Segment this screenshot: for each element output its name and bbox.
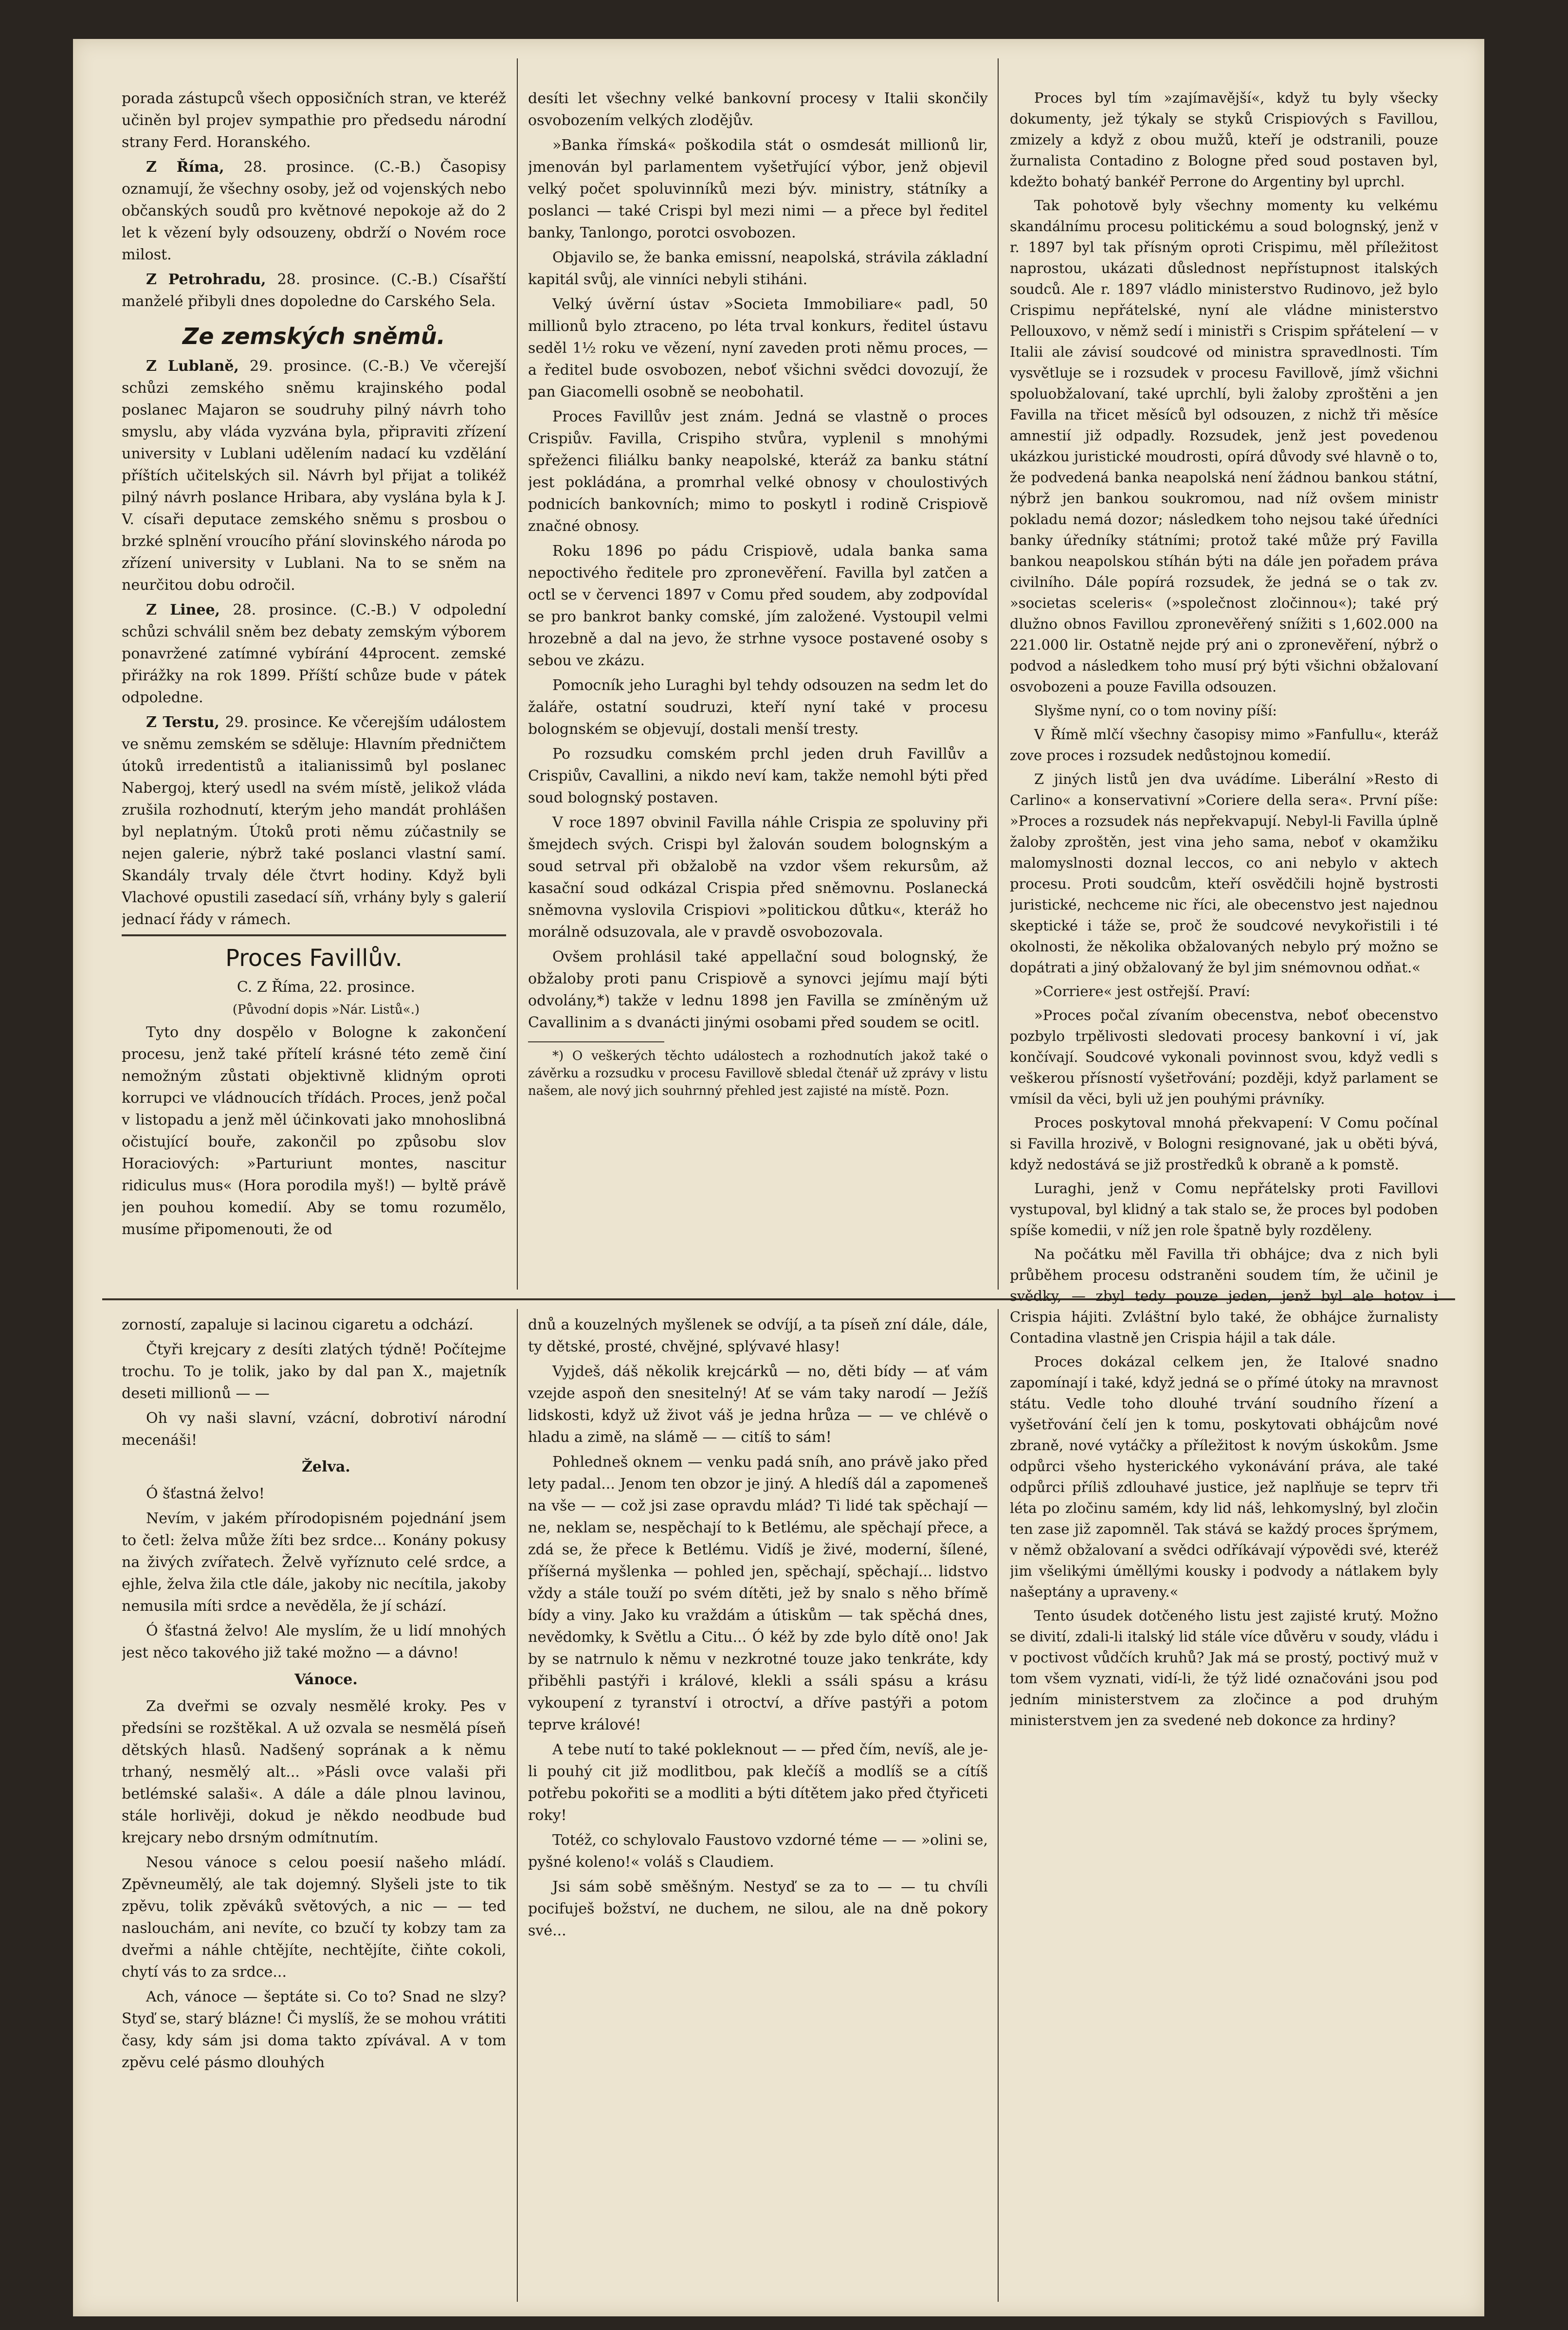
dateline-place: Z Terstu, xyxy=(146,714,220,731)
feuilleton-paragraph: Nesou vánoce s celou poesií našeho mládí. Zpěvneumělý, ale tak dojemný. Slyšeli jste to tik zpěvu, tolik zpěváků světových, a nic — — ted naslouchám, ani nevíte, co bzučí ty kobzy tam za dveřmi a náhle chtějíte, nechtějíte, čiňte cokoli, chytí vás to za srdce... xyxy=(122,1854,506,1981)
feuilleton-paragraph: Čtyři krejcary z desíti zlatých týdně! Počítejme trochu. To je tolik, jako by dal pan X., majetník deseti millionů — — xyxy=(122,1341,506,1402)
article-paragraph: Tyto dny dospělo v Bologne k zakončení procesu, jenž také přítelí krásné této země činí nemožným zůstati objektivně klidným oproti korrupci ve vládnoucích třídách. Proces, jenž počal v listopadu a jenž měl účinkovati jako mnohoslibná očistující bouře, zakončil po způsobu slov Horaciových: »Parturiunt montes, nascitur ridiculus mus« (Hora porodila myš!) — byltě právě jen pouhou komedií. Aby se tomu rozumělo, musíme připomenouti, že od xyxy=(122,1024,506,1238)
article-paragraph: »Banka římská« poškodila stát o osmdesát millionů lir, jmenován byl parlamentem vyšetřující výbor, jenž objevil velký počet spoluvinníků mezi býv. ministry, státníky a poslanci — také Crispi byl mezi nimi — a přece byl ředitel banky, Tanlongo, porotci osvobozen. xyxy=(528,137,988,241)
news-text: 28. prosince. (C.-B.) Císařští manželé přibyli dnes dopoledne do Carského Sela. xyxy=(122,271,506,310)
column-rule xyxy=(998,58,999,1290)
article-rule xyxy=(122,934,506,936)
column-3 xyxy=(1010,88,1438,2297)
article-paragraph: Na počátku měl Favilla tři obhájce; dva z nich byli průběhem procesu odstraněni soudem tím, že učinil je svědky, — zbyl tedy pouze jeden, jenž byl ale hotov i Crispia hájiti. Zvláštní bylo také, že obhájce žurnalisty Contadina vlastně jen Crispia hájil a tak dále. xyxy=(1010,1246,1438,1346)
article-paragraph: Proces byl tím »zajímavější«, když tu byly všecky dokumenty, jež týkaly se styků Crispiových s Favillou, zmizely a když z obou mužů, kteří je odstranili, pouze žurnalista Contadino z Bologne před soud postaven byl, kdežto bohatý bankéř Perrone do Argentiny byl uprchl. xyxy=(1010,90,1438,190)
article-paragraph: desíti let všechny velké bankovní procesy v Italii skončily osvobozením velkých zlodějův. xyxy=(528,90,988,129)
article-paragraph: Proces poskytoval mnohá překvapení: V Comu počínal si Favilla hrozivě, v Bologni resignované, jak u oběti bývá, když nedostává se již prostředků k obraně a k pomstě. xyxy=(1010,1114,1438,1173)
article-source: (Původní dopis »Nár. Listů«.) xyxy=(232,1002,420,1017)
feuilleton-paragraph: Vyjdeš, dáš několik krejcárků — no, děti bídy — ať vám vzejde aspoň den snesitelný! Ať se vám taky narodí — Ježíš lidskosti, když už život váš je jedna hrůza — — ve chlévě o hladu a zimě, na slámě — — citíš to sám! xyxy=(528,1363,988,1446)
feuilleton-paragraph: dnů a kouzelných myšlenek se odvíjí, a ta píseň zní dále, dále, ty dětské, prosté, chvějné, splývavé hlasy! xyxy=(528,1316,988,1355)
article-paragraph: Z jiných listů jen dva uvádíme. Liberální »Resto di Carlino« a konservativní »Coriere della sera«. První píše: »Proces a rozsudek nás nepřekvapují. Nebyl-li Favilla úplně žaloby zproštěn, jest vina jeho sama, neboť v okamžiku malomyslnosti doznal leccos, co ani nebylo v aktech procesu. Proti soudcům, kteří osvědčili hojně bystrosti juristické, nechceme nic říci, ale obecenstvo jest najednou skeptické i táže se, proč že soudcové nevykořistili i té okolnosti, že několika obžalovaných nebylo prý možno se dopátrati a jiný obžalovaný že byl jim snémovnou odňat.« xyxy=(1010,771,1438,976)
article-paragraph: »Corriere« jest ostřejší. Praví: xyxy=(1034,983,1251,1000)
feuilleton-paragraph: Za dveřmi se ozvaly nesmělé kroky. Pes v předsíni se rozštěkal. A už ozvala se nesmělá píseň dětských hlasů. Nadšený soprának a k němu trhaný, nesmělý alt... »Pásli ovce valaši při betlémské salaši«. A dále a dále plnou lavinou, stále horlivěji, dokud je někdo neodbude bud krejcary nebo drsným odmítnutím. xyxy=(122,1698,506,1846)
feuilleton-subheading: Vánoce. xyxy=(294,1671,358,1688)
feuilleton-paragraph: zorností, zapaluje si lacinou cigaretu a odchází. xyxy=(122,1316,474,1333)
article-paragraph: Pomocník jeho Luraghi byl tehdy odsouzen na sedm let do žaláře, ostatní soudruzi, kteří nyní také v procesu bolognském se objevují, dostali menší tresty. xyxy=(528,677,988,738)
article-paragraph: Objavilo se, že banka emissní, neapolská, strávila základní kapitál svůj, ale vinníci nebyli stiháni. xyxy=(528,249,988,288)
feuilleton-subheading: Želva. xyxy=(302,1458,350,1475)
feuilleton-paragraph: Totéž, co schylovalo Faustovo vzdorné téme — — »olini se, pyšné koleno!« voláš s Claudiem. xyxy=(528,1832,988,1871)
column-rule xyxy=(517,58,518,1290)
feuilleton-paragraph: Ó šťastná želvo! xyxy=(146,1485,265,1502)
column-1 xyxy=(122,88,506,1290)
column-rule xyxy=(517,1309,518,2302)
news-item xyxy=(122,599,506,709)
dateline-place: Z Lublaně, xyxy=(146,358,239,375)
article-paragraph: Slyšme nyní, co o tom noviny píší: xyxy=(1034,702,1277,719)
article-dateline: C. Z Říma, 22. prosince. xyxy=(237,979,416,996)
feuilleton-paragraph: Jsi sám sobě směšným. Nestyď se za to — — tu chvíli pocifuješ božství, ne duchem, ne silou, ale na dně pokory své... xyxy=(528,1878,988,1939)
news-text: 28. prosince. (C.-B.) Časopisy oznamují, že všechny osoby, jež od vojenských nebo občanských soudů pro květnové nepokoje až do 2 let k vězení byly odsouzeny, obdrží o Novém roce milost. xyxy=(122,159,506,263)
feuilleton-paragraph: Ach, vánoce — šeptáte si. Co to? Snad ne slzy? Styď se, starý blázne! Či myslíš, že se mohou vrátiti časy, kdy sám jsi doma takto zpívával. A v tom zpěvu celé pásmo dlouhých xyxy=(122,1988,506,2071)
news-text: 28. prosince. (C.-B.) V odpolední schůzi schválil sněm bez debaty zemským výborem ponavržené zatímné vybírání 44procent. zemské přirážky na rok 1899. Příští schůze bude v pátek odpoledne. xyxy=(122,601,506,706)
article-paragraph: V roce 1897 obvinil Favilla náhle Crispia ze spoluviny při šmejdech svých. Crispi byl žalován soudem bolognským a soud setrval při obžalobě na vzdor všem rekursům, až kasační soud odkázal Crispia před sněmovnu. Poslanecká sněmovna vyslovila Crispiovi »politickou důtku«, kteráž ho morálně odsuzovala, ale v pravdě osvobozovala. xyxy=(528,814,988,941)
news-item xyxy=(122,156,506,266)
column-rule xyxy=(998,1309,999,2302)
newspaper-page xyxy=(73,39,1484,2316)
news-text: 29. prosince. Ke včerejším událostem ve sněmu zemském se sděluje: Hlavním předničtem útoků irredentistů a italianissimů byl poslanec Nabergoj, který usedl na svém místě, jelikož vláda zrušila rozhodnutí, kterým jeho mandát prohlášen byl neplatným. Útoků proti němu zúčastnily se nejen galerie, nýbrž také poslanci vlastní samí. Skandály trvaly déle čtvrt hodiny. Když byli Vlachové opustili zasedací síň, vrhány byly s galerií jednací řády v rámech. xyxy=(122,714,506,928)
article-paragraph: Tak pohotově byly všechny momenty ku velkému skandálnímu procesu politickému a soud bolognský, jenž v r. 1897 byl tak přísným oproti Crispimu, měl příležitost naprostou, ukázati důslednost nepřístupnost italských soudců. Ale r. 1897 vládlo ministerstvo Rudinovo, jež bylo Crispimu nepřátelské, nyní ale vládne ministerstvo Pellouxovo, v němž sedí i ministři s Crispim spřátelení — v Italii ale závisí soudcové od ministra spravedlnosti. Tím vysvětluje se i rozsudek v procesu Favillově, jímž všichni spoluobžalovaní, také uprchlí, byli žaloby zproštěni a jen Favilla na třicet měsíců byl odsouzen, z nichž tři měsíce amnestií již odpadly. Rozsudek, jenž jest povedenou ukázkou juristické moudrosti, opírá důvody své hlavně o to, že podvedená banka neapolská není žádnou bankou státní, nýbrž jen bankou soukromou, nad níž ovšem ministr pokladu nemá dozor; následkem toho nejsou také úředníci banky úředníky státními; protož také může prý Favilla bankou neapolskou stíhán býti na dále jen pořadem práva civilního. Dále popírá rozsudek, že jedná se o tak zv. »societas sceleris« (»společnost zločinnou«); také prý dlužno obnos Favillou zpronevěřený snížiti s 1,602.000 na 221.000 lir. Ostatně nejde prý ani o zpronevěření, nýbrž o podvod a následkem toho musí prý býti všichni obžalovaní osvobozeni a pouze Favilla odsouzen. xyxy=(1010,197,1438,695)
dateline-place: Z Linee, xyxy=(146,601,220,619)
news-item xyxy=(122,711,506,930)
article-paragraph: Proces dokázal celkem jen, že Italové snadno zapomínají i také, když jedná se o přímé útoky na mravnost státu. Vedle toho dlouhé trvání soudního řízení a vyšetřování čelí jen k tomu, poskytovati obhájcům nové zbraně, nové vytáčky a příležitost k novým úskokům. Jsme odpůrci všeho hysterického vykonávání práva, ale také odpůrci příliš zdlouhavé justice, jež naplňuje se teprv tři léta po zločinu samém, kdy lid náš, lehkomyslný, byl zločin ten zase již zapomněl. Tak stává se každý proces šprýmem, v němž obžalovaní a svědci odříkávají výpovědi své, kteréž jim všelikými úměllými kousky i podvody a nátlakem byly našeptány a upraveny.« xyxy=(1010,1353,1438,1600)
article-title: Proces Favillův. xyxy=(225,945,402,972)
article-paragraph: Roku 1896 po pádu Crispiově, udala banka sama nepoctivého ředitele pro zpronevěření. Favilla byl zatčen a octl se v červenci 1897 v Comu před soudem, aby zodpovídal se pro bankrot banky comské, jím založené. Vystoupil velmi hrozebně a dal na jevo, že strhne vysoce postavené osoby s sebou ve zkázu. xyxy=(528,543,988,669)
column-2 xyxy=(528,88,988,1290)
article-paragraph: Po rozsudku comském prchl jeden druh Favillův a Crispiův, Cavallini, a nikdo neví kam, takže nemohl býti před soud bolognský postaven. xyxy=(528,746,988,806)
footnote-rule xyxy=(528,1041,664,1042)
footnote: *) O veškerých těchto událostech a rozhodnutích jakož také o závěrku a rozsudku v procesu Favillově sbledal čtenář už zprávy v listu našem, ale nový jich souhrnný přehled jest zajisté na místě. Pozn. xyxy=(528,1049,988,1098)
feuilleton-paragraph: Nevím, v jakém přírodopisném pojednání jsem to četl: želva může žíti bez srdce... Konány pokusy na živých zvířatech. Želvě vyříznuto celé srdce, a ejhle, želva žila ctle dále, jakoby nic necítila, jakoby nemusila míti srdce a nevěděla, že jí schází. xyxy=(122,1510,506,1615)
feuilleton-paragraph: Ó šťastná želvo! Ale myslím, že u lidí mnohých jest něco takového již také možno — a dávno! xyxy=(122,1622,506,1661)
article-paragraph: Tento úsudek dotčeného listu jest zajisté krutý. Možno se divití, zdali-li italský lid stále více důvěru v soudy, vládu i v poctivost vůdčích kruhů? Jak má se prostý, poctivý muž v tom všem vyznati, vidí-li, že týž lidé označováni jsou pod jedním ministerstvem za zločince a pod druhým ministerstvem jen za svedené neb dokonce za hrdiny? xyxy=(1010,1607,1438,1729)
article-paragraph: Proces Favillův jest znám. Jedná se vlastně o proces Crispiův. Favilla, Crispiho stvůra, vyplenil s mnohými spřeženci filiálku banky neapolské, kteráž za banku státní jest pokládána, a promrhal velké obnosy v choulostivých podnicích bankovních; mimo to poskytl i rodině Crispiově značné obnosy. xyxy=(528,408,988,535)
news-text: 29. prosince. (C.-B.) Ve včerejší schůzi zemského sněmu krajinského podal poslanec Majaron se soudruhy pilný návrh toho smyslu, aby vláda vyzvána byla, připraviti zřízení university v Lublani udělením nadací ku vzdělání příštích učitelských sil. Návrh byl přijat a tolikéž pilný návrh poslance Hribara, aby vyslána byla k J. V. císaři deputace zemského sněmu s prosbou o brzké splnění vroucího přání slovinského národa po zřízení university v Lublani. Na to se sněm na neurčitou dobu odročil. xyxy=(122,358,506,594)
feuilleton-paragraph: A tebe nutí to také pokleknout — — před čím, nevíš, ale je-li pouhý cit již modlitbou, pak klečíš a modlíš se a cítíš potřebu pokořiti se a modliti a býti dítětem jako před čtyřiceti roky! xyxy=(528,1741,988,1824)
news-item xyxy=(122,269,506,312)
article-paragraph: Velký úvěrní ústav »Societa Immobiliare« padl, 50 millionů bylo ztraceno, po léta trval konkurs, ředitel ústavu seděl 1½ roku ve vězení, nyní zaveden proti němu proces, — a ředitel bude osvobozen, neboť všichni svědci dovozují, že pan Giacomelli osobně se neobohatil. xyxy=(528,296,988,400)
feuilleton-column-1 xyxy=(122,1314,506,2302)
dateline-place: Z Říma, xyxy=(146,159,224,176)
article-paragraph: V Římě mlčí všechny časopisy mimo »Fanfullu«, kteráž zove proces i rozsudek nedůstojnou komedií. xyxy=(1010,726,1438,764)
article-paragraph: Luraghi, jenž v Comu nepřátelsky proti Favillovi vystupoval, byl klidný a tak stalo se, že proces byl podoben spíše komedii, v níž jen role špatně byly rozděleny. xyxy=(1010,1180,1438,1238)
article-paragraph: »Proces počal zívaním obecenstva, neboť obecenstvo pozbylo trpělivosti sledovati procesy bankovní i ví, jak končívají. Soudcové vykonali povinnost svou, když vedli s veškerou přísností vyšetřování; později, když parlament se vmísil da věci, byli už jen pouhými právníky. xyxy=(1010,1007,1438,1107)
section-heading: Ze zemských sněmů. xyxy=(182,323,445,349)
article-paragraph: porada zástupců všech opposičních stran, ve kteréž učiněn byl projev sympathie pro předsedu národní strany Ferd. Horanského. xyxy=(122,90,506,151)
feuilleton-paragraph: Pohledneš oknem — venku padá sníh, ano právě jako před lety padal... Jenom ten obzor je jiný. A hledíš dál a zapomeneš na vše — — což jsi zase opravdu mlád? Ti lidé tak spěchají — ne, neklam se, nespěchají to k Betlému, ale spěchají přece, a zdá se, že přece k Betlému. Vidíš je živé, moderní, šílené, příšerná myšlenka — pohled jen, spěchají, spěchají... lidstvo vždy a stále touží po svém dítěti, jež by snalo s něho břímě bídy a viny. Jako ku vraždám a útiskům — tak spěchá dnes, nevědomky, k Světlu a Citu... Ó kéž by zde bylo dítě ono! Jak by se natrnulo k němu v nezkrotné touze jako tenkráte, kdy přiběhli pastýři i králové, klekli a ssáli spásu a krásu vykoupení z tyranství i otroctví, a dříve pastýři a potom teprve králové! xyxy=(528,1454,988,1733)
feuilleton-paragraph: Oh vy naši slavní, vzácní, dobrotiví národní mecenáši! xyxy=(122,1410,506,1449)
feuilleton-column-2 xyxy=(528,1314,988,2302)
dateline-place: Z Petrohradu, xyxy=(146,271,266,288)
article-paragraph: Ovšem prohlásil také appellační soud bolognský, že obžaloby proti panu Crispiově a synovci jejímu mají býti odvolány,*) takže v lednu 1898 jen Favilla se zmíněným už Cavallinim a s dvanácti jinými osobami před soudem se ocitl. xyxy=(528,948,988,1031)
news-item xyxy=(122,355,506,596)
